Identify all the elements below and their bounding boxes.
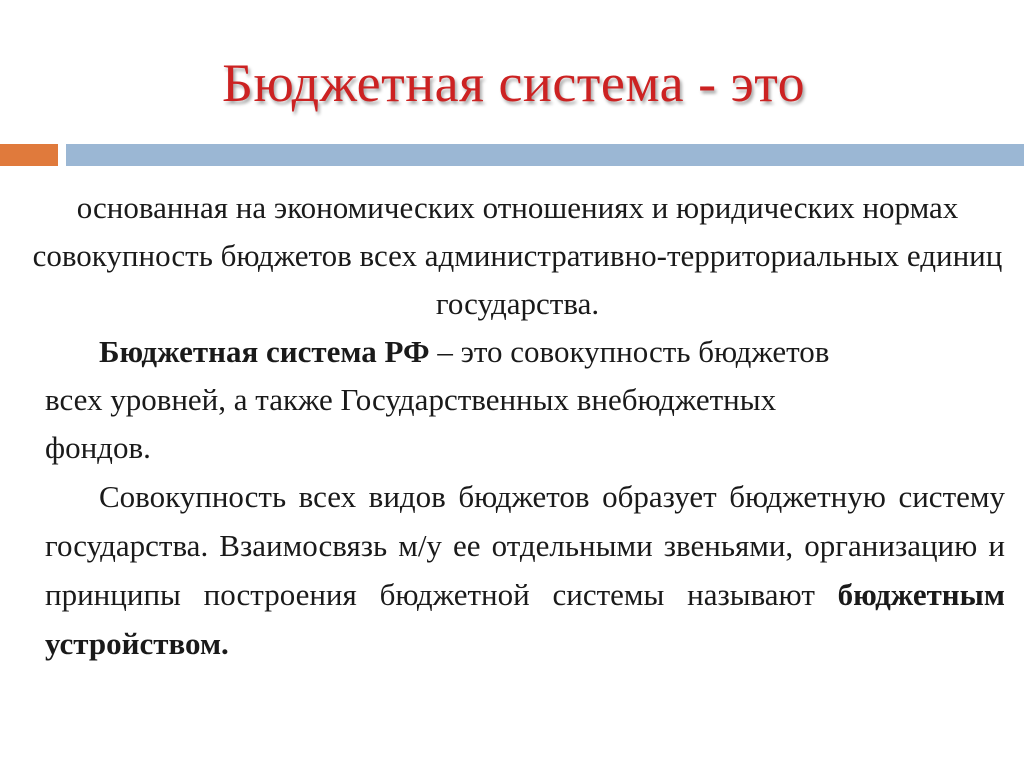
rf-budget-system-text: – это совокупность бюджетов всех уровней, а также Государственных внебюджетных фондов. bbox=[45, 334, 830, 465]
definition-paragraph: основанная на экономических отношениях и юридических нормах совокупность бюджетов всех административно-территориальных единиц государства. bbox=[32, 190, 1003, 321]
rf-budget-system-term: Бюджетная система РФ bbox=[99, 334, 430, 369]
accent-bar-orange bbox=[0, 144, 58, 166]
budget-structure-text: Совокупность всех видов бюджетов образует бюджетную систему государства. Взаимосвязь м/у ее отдельными звеньями, организацию и принципы построения бюджетной системы называют bbox=[45, 479, 1005, 612]
accent-bar-blue bbox=[66, 144, 1024, 166]
slide-title: Бюджетная система - это bbox=[222, 53, 806, 113]
budget-structure-term: бюджетным устройством. bbox=[45, 577, 1005, 661]
rf-budget-system-paragraph bbox=[30, 328, 855, 472]
budget-structure-paragraph bbox=[30, 472, 1005, 668]
slide-body bbox=[30, 184, 1005, 668]
